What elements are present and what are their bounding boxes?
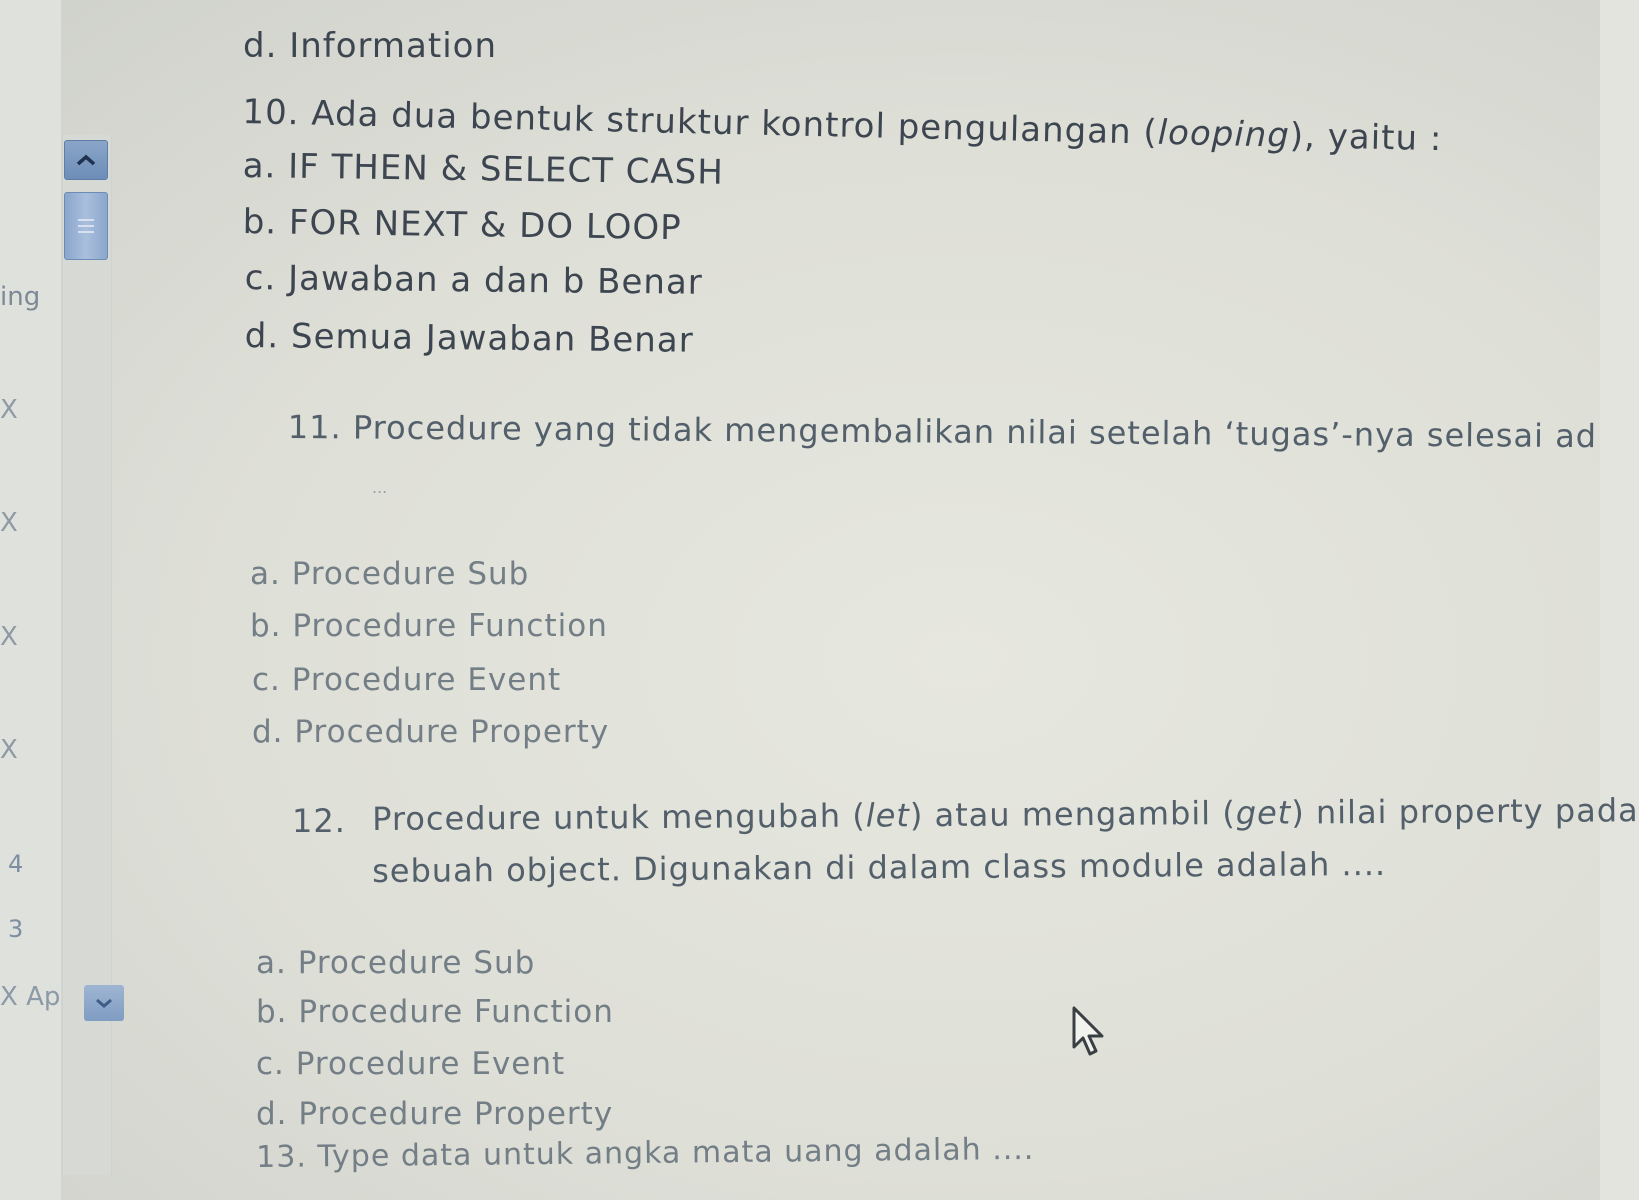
side-label[interactable]: ing <box>0 282 41 312</box>
side-number: 3 <box>8 915 24 943</box>
side-number: 4 <box>8 850 24 878</box>
q12-number: 12. <box>292 802 346 840</box>
q10-option-b: b. FOR NEXT & DO LOOP <box>242 202 682 249</box>
q9-option-d: d. Information <box>243 26 498 66</box>
close-icon[interactable]: X <box>0 395 18 425</box>
q10-option-d: d. Semua Jawaban Benar <box>244 316 694 361</box>
q10-suffix: ), yaitu : <box>1289 115 1443 160</box>
q10-italic: looping <box>1157 112 1291 156</box>
q10-option-a: a. IF THEN & SELECT CASH <box>242 146 725 193</box>
q10-prefix: 10. Ada dua bentuk struktur kontrol pengulangan ( <box>242 92 1159 153</box>
q12-get: get <box>1235 793 1292 832</box>
q11-option-b: b. Procedure Function <box>250 608 608 644</box>
footer-label[interactable]: X Ap <box>0 982 61 1012</box>
q12-option-d: d. Procedure Property <box>256 1096 614 1132</box>
question-12-line-1 <box>372 791 1639 838</box>
q12-text-a: Procedure untuk mengubah ( <box>372 796 866 838</box>
q11-continuation: ... <box>372 478 388 497</box>
q10-option-c: c. Jawaban a dan b Benar <box>244 258 703 303</box>
close-icon[interactable]: X <box>0 508 18 538</box>
mouse-cursor-icon <box>1070 1005 1110 1063</box>
q11-option-c: c. Procedure Event <box>252 662 562 698</box>
close-icon[interactable]: X <box>0 622 18 652</box>
q12-option-a: a. Procedure Sub <box>256 945 536 981</box>
question-12-line-2: sebuah object. Digunakan di dalam class module adalah .... <box>372 844 1387 890</box>
question-11: 11. Procedure yang tidak mengembalikan nilai setelah ‘tugas’-nya selesai ad <box>287 408 1598 456</box>
q12-let: let <box>865 796 911 835</box>
q12-text-b: ) atau mengambil ( <box>909 793 1236 835</box>
q12-option-b: b. Procedure Function <box>256 994 614 1030</box>
q11-option-d: d. Procedure Property <box>252 714 610 750</box>
q12-option-c: c. Procedure Event <box>256 1046 566 1082</box>
q12-text-c: ) nilai property pada <box>1291 791 1639 832</box>
close-icon[interactable]: X <box>0 735 18 765</box>
q11-option-a: a. Procedure Sub <box>250 556 530 592</box>
question-13-partial: 13. Type data untuk angka mata uang adalah .... <box>256 1131 1035 1175</box>
